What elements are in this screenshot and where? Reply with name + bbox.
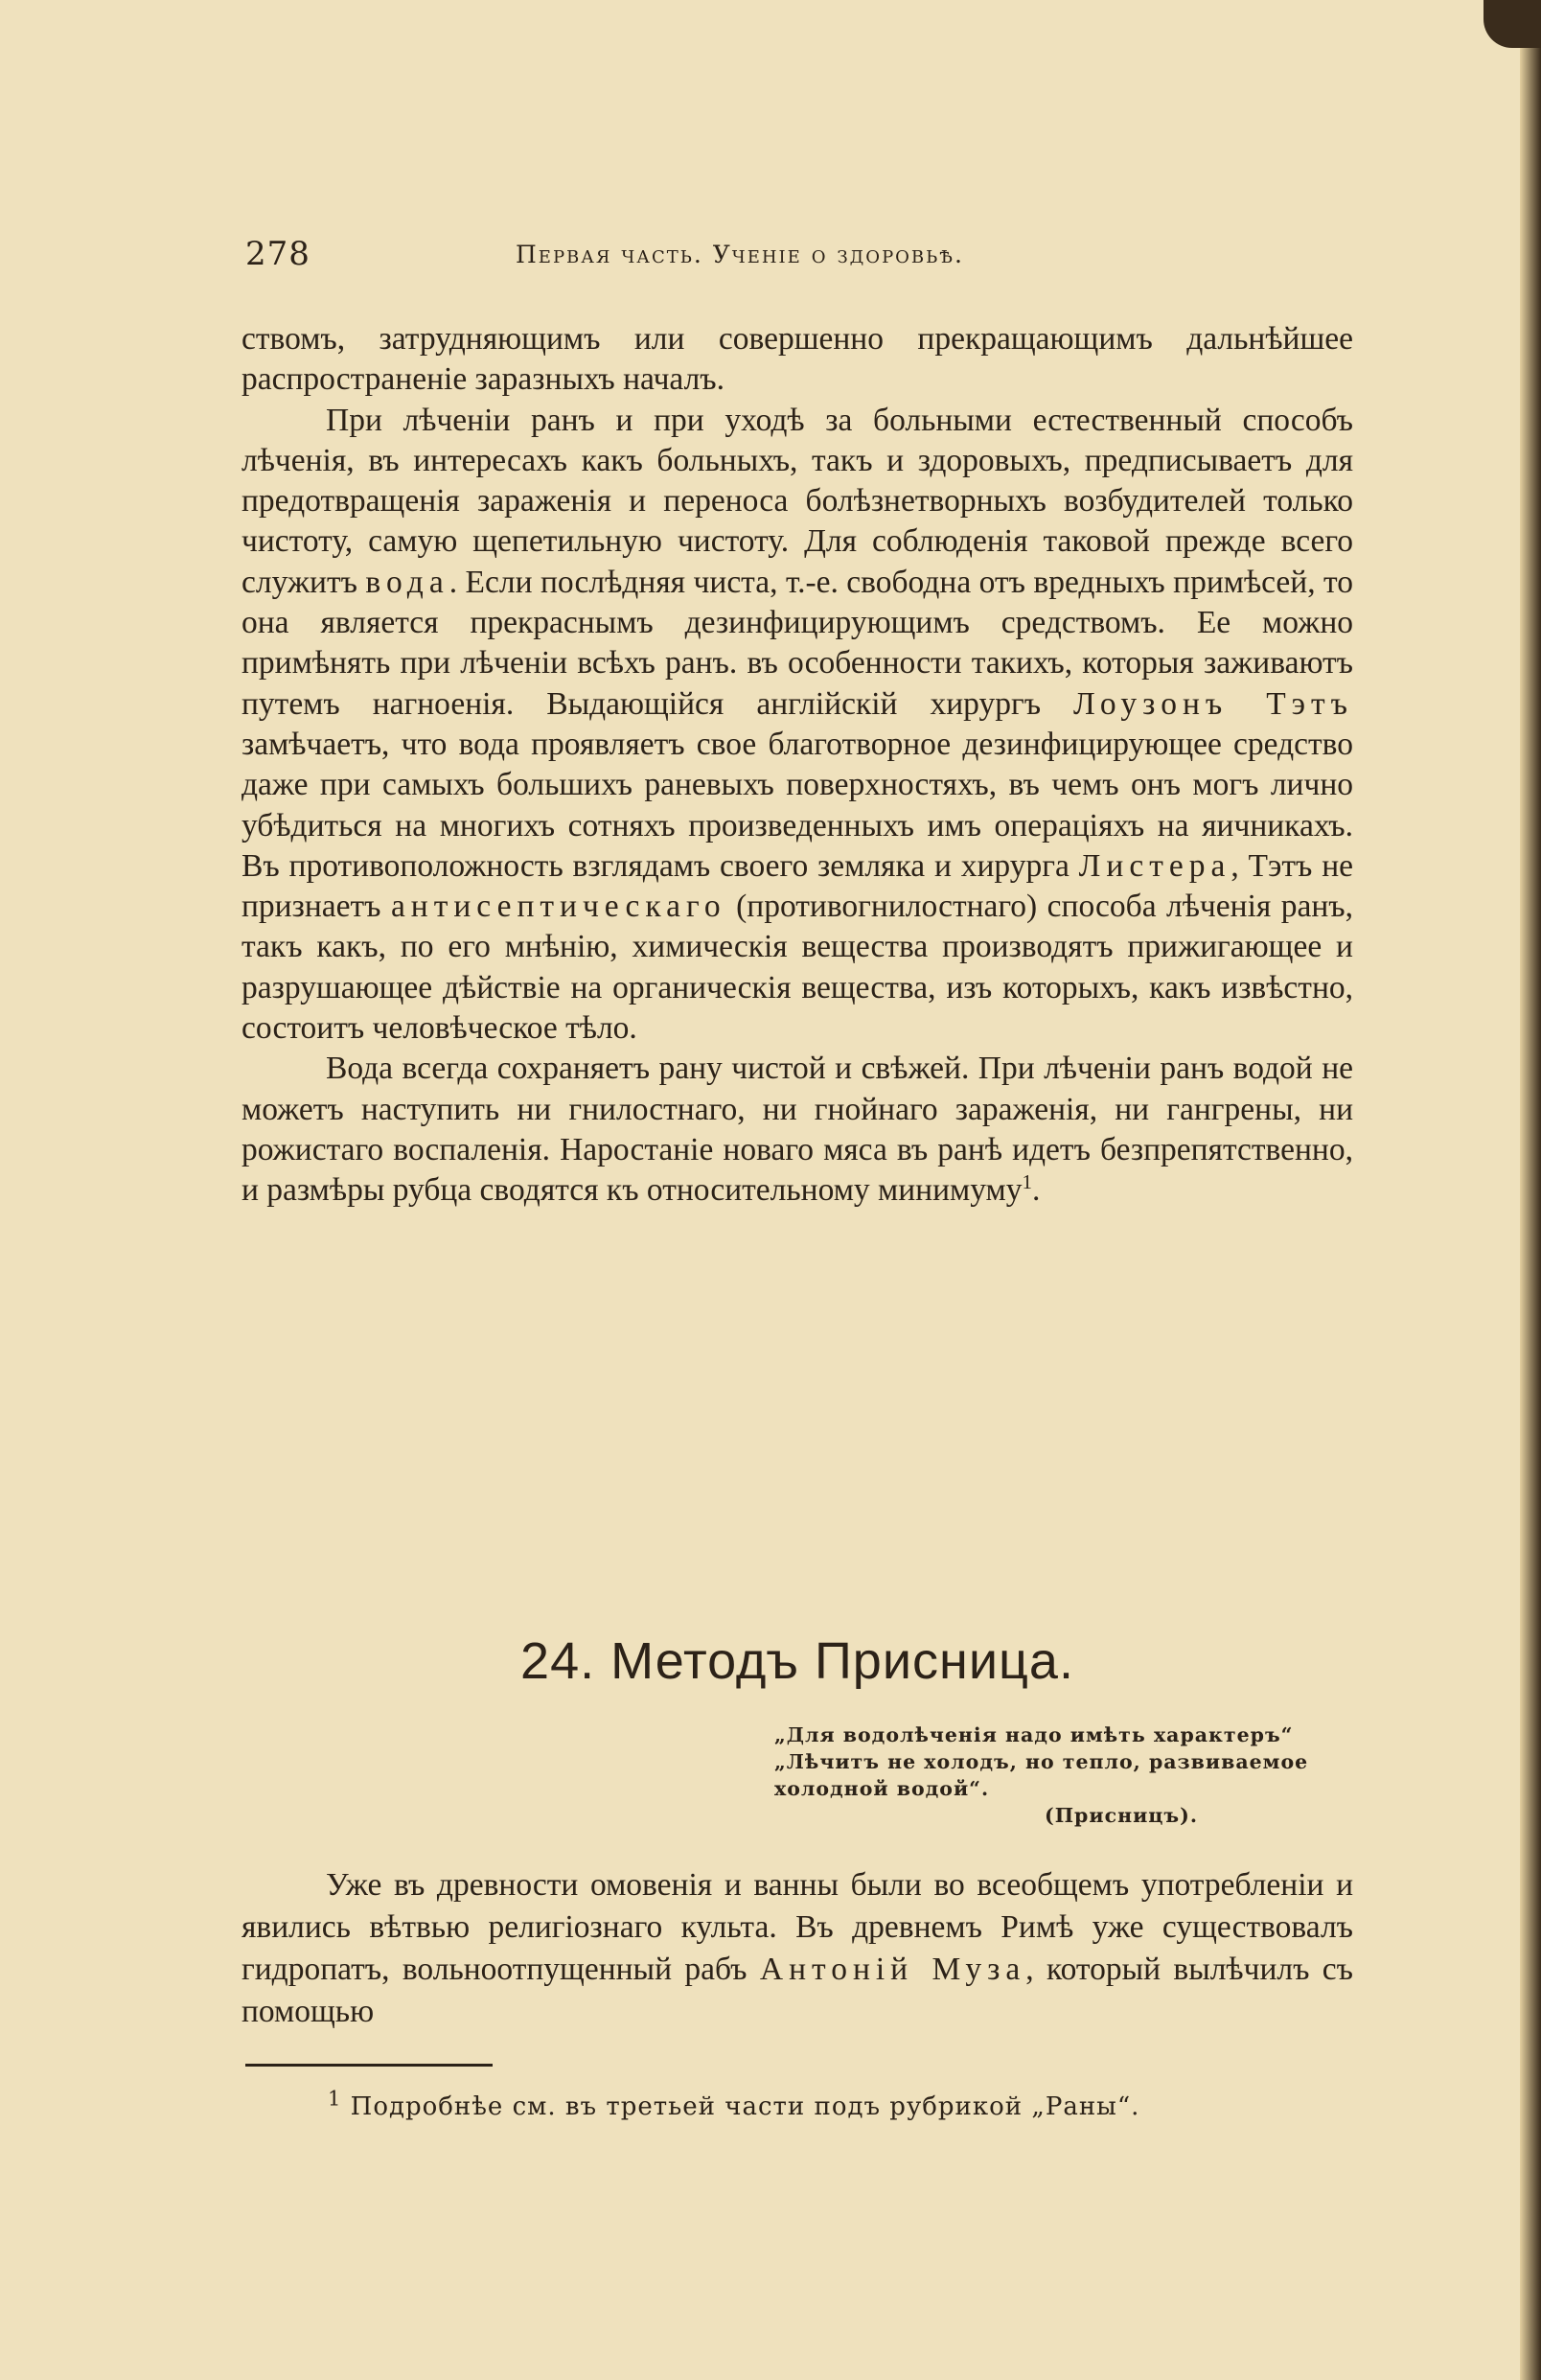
footnote — [328, 2087, 1140, 2121]
epigraph-line: „Лѣчитъ не холодъ, но тепло, развиваемое холодной водой“. — [774, 1750, 1309, 1800]
text-segment: (противогнилостнаго) способа лѣченія ранъ, такъ какъ, по его мнѣнію, химическія вещества производятъ прижигающее и разрушающее дѣйствіе на органическія вещества, изъ которыхъ, какъ извѣстно, состоитъ человѣческое тѣло. — [242, 889, 1353, 1047]
main-text — [242, 319, 1353, 1212]
footnote-rule — [245, 2064, 493, 2067]
spaced-name: Антоній Муза — [759, 1952, 1026, 1987]
paragraph-wound-treatment — [242, 401, 1353, 1050]
footnote-text: Подробнѣе см. въ третьей части подъ рубрикой „Раны“. — [341, 2092, 1140, 2121]
spaced-name: Листера — [1078, 847, 1231, 884]
text-segment: Вода всегда сохраняетъ рану чистой и свѣжей. При лѣченіи ранъ водой не можетъ наступить ни гнилостнаго, ни гнойнаго зараженія, ни гангрены, ни рожистаго воспаленія. Наростаніе новаго мяса въ ранѣ идетъ безпрепятственно, и размѣры рубца сводятся къ относительному минимуму — [242, 1051, 1353, 1209]
paragraph-continuation: ствомъ, затрудняющимъ или совершенно прекращающимъ дальнѣйшее распространеніе заразныхъ началъ. — [242, 321, 1353, 398]
text-segment: замѣчаетъ, что вода проявляетъ свое благотворное дезинфицирующее средство даже при самыхъ большихъ раневыхъ поверхностяхъ, въ чемъ онъ могъ лично убѣдиться на многихъ сотняхъ произведенныхъ имъ операціяхъ на яичникахъ. Въ противоположность взглядамъ своего земляка и хирурга — [242, 726, 1353, 884]
text-segment: , который вылѣчилъ съ помощью — [242, 1952, 1353, 2029]
paragraph-water — [242, 1049, 1353, 1211]
paragraph-antiquity — [242, 1864, 1353, 2033]
section-heading: 24. Методъ Присница. — [520, 1632, 1074, 1690]
epigraph-attribution: (Присницъ). — [1045, 1804, 1198, 1827]
text-segment: Уже въ древности омовенія и ванны были во всеобщемъ употребленіи и явились вѣтвью религіознаго культа. Въ древнемъ Римѣ уже существовалъ гидропатъ, вольноотпущенный рабъ — [242, 1867, 1353, 1987]
footnote-marker: 1 — [328, 2087, 342, 2111]
page-corner — [1484, 0, 1541, 48]
text-segment: . — [1031, 1172, 1041, 1209]
spaced-name: Лоузонъ Тэтъ — [1073, 685, 1353, 722]
page-number: 278 — [245, 235, 310, 273]
text-segment: При лѣченіи ранъ и при уходѣ за больными естественный способъ лѣченія, въ интересахъ какъ больныхъ, такъ и здоровыхъ, предписываетъ для предотвращенія зараженія и переноса болѣзнетворныхъ возбудителей только чистоту, самую щепетильную чистоту. Для соблюденія таковой прежде всего служитъ — [242, 402, 1353, 600]
page-header — [245, 235, 1357, 283]
main-text-section — [242, 1864, 1353, 2033]
footnote-reference: 1 — [1022, 1170, 1032, 1194]
epigraph — [774, 1721, 1368, 1829]
spaced-term: антисептическаго — [390, 889, 726, 925]
text-segment: . Если послѣдняя чиста, т.-е. свободна отъ вредныхъ примѣсей, то она является прекраснымъ дезинфицирующимъ средствомъ. Ее можно примѣнять при лѣченіи всѣхъ ранъ. въ особенности такихъ, которыя заживаютъ путемъ нагноенія. Выдающійся англійскій хирургъ — [242, 564, 1353, 722]
text-segment: , Тэтъ не признаетъ — [242, 847, 1353, 925]
running-head: Первая часть. Ученіе о здоровьѣ. — [516, 241, 964, 268]
epigraph-line: „Для водолѣченія надо имѣть характеръ“ — [774, 1723, 1294, 1746]
spaced-term: вода — [365, 564, 449, 600]
page-edge — [1520, 0, 1541, 2380]
